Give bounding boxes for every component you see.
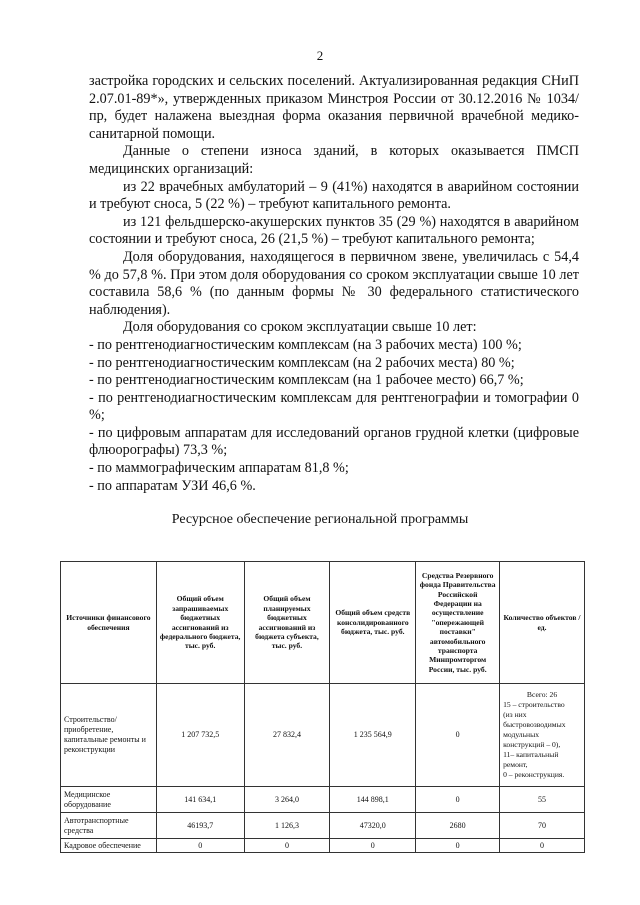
- paragraph: Доля оборудования, находящегося в первичном звене, увеличилась с 54,4 % до 57,8 %. При этом доля оборудования со сроком эксплуатации свыше 10 лет составила 58,6 % (по данным формы № 30 федерального статистического наблюдения).: [89, 248, 579, 318]
- paragraph: из 22 врачебных амбулаторий – 9 (41%) находятся в аварийном состоянии и требуют сноса, 5 (22 %) – требуют капитального ремонта.: [89, 178, 579, 213]
- list-item: - по рентгенодиагностическим комплексам (на 2 рабочих места) 80 %;: [89, 354, 515, 371]
- table-cell: 144 898,1: [330, 787, 416, 813]
- table-cell: 141 634,1: [156, 787, 244, 813]
- count-line: 15 – строительство: [503, 700, 565, 709]
- table-cell: 0: [244, 839, 330, 853]
- document-body: [89, 73, 579, 495]
- count-line: 11– капитальный: [503, 750, 559, 759]
- table-cell: 55: [500, 787, 585, 813]
- count-line: 0 – реконструкция.: [503, 770, 565, 779]
- table-row: [61, 787, 585, 813]
- count-line: Всего: 26: [526, 690, 558, 699]
- table-row: [61, 813, 585, 839]
- table-cell: 1 207 732,5: [156, 684, 244, 787]
- count-line: конструкций – 0),: [503, 740, 561, 749]
- paragraph: из 121 фельдшерско-акушерских пунктов 35 (29 %) находятся в аварийном состоянии и требуют сноса, 26 (21,5 %) – требуют капитального ремонта;: [89, 213, 579, 248]
- table-cell: 0: [500, 839, 585, 853]
- table-title: Ресурсное обеспечение региональной программы: [171, 512, 469, 527]
- count-line: ремонт,: [503, 760, 528, 769]
- count-line: модульных: [503, 730, 540, 739]
- table-cell: 70: [500, 813, 585, 839]
- list-item: - по рентгенодиагностическим комплексам (на 3 рабочих места) 100 %;: [89, 336, 522, 353]
- table-cell: 0: [416, 839, 500, 853]
- table-cell: 2680: [416, 813, 500, 839]
- table-header-row: [61, 562, 585, 684]
- table-cell: 47320,0: [330, 813, 416, 839]
- list-item: - по рентгенодиагностическим комплексам (на 1 рабочее место) 66,7 %;: [89, 372, 524, 389]
- table-cell: [500, 684, 585, 787]
- list-item: - по рентгенодиагностическим комплексам для рентгенографии и томографии 0 %;: [89, 389, 579, 424]
- table-cell: 0: [330, 839, 416, 853]
- list-item: - по маммографическим аппаратам 81,8 %;: [89, 460, 349, 477]
- table-cell: 46193,7: [156, 813, 244, 839]
- table-cell: 1 126,3: [244, 813, 330, 839]
- page-number: 2: [316, 48, 324, 63]
- column-header: Средства Резервного фонда Правительства Российской Федерации на осуществление "опережающей поставки" автомобильного транспорта Минпромторгом России, тыс. руб.: [416, 562, 500, 684]
- table-cell: 3 264,0: [244, 787, 330, 813]
- list-item: - по цифровым аппаратам для исследований органов грудной клетки (цифровые флюорографы) 73,3 %;: [89, 424, 579, 459]
- table-cell: Строительство/приобретение, капитальные ремонты и реконструкции: [61, 684, 157, 787]
- table-cell: 0: [156, 839, 244, 853]
- table-row: [61, 839, 585, 853]
- paragraph: Данные о степени износа зданий, в которых оказывается ПМСП медицинских организаций:: [89, 143, 579, 177]
- table-cell: Медицинское оборудование: [61, 787, 157, 813]
- column-header: Общий объем планируемых бюджетных ассигнований из бюджета субъекта, тыс. руб.: [244, 562, 330, 684]
- table-cell: 1 235 564,9: [330, 684, 416, 787]
- column-header: Количество объектов / ед.: [500, 562, 585, 684]
- table-cell: 0: [416, 684, 500, 787]
- paragraph: застройка городских и сельских поселений. Актуализированная редакция СНиП 2.07.01-89*», утвержденных приказом Минстроя России от 30.12.2016 № 1034/пр, будет налажена выездная форма оказания первичной врачебной медико-санитарной помощи.: [89, 73, 579, 142]
- column-header: Общий объем запрашиваемых бюджетных ассигнований из федерального бюджета, тыс. руб.: [156, 562, 244, 684]
- list-item: - по аппаратам УЗИ 46,6 %.: [89, 477, 256, 494]
- table-cell: 27 832,4: [244, 684, 330, 787]
- column-header: Общий объем средств консолидированного бюджета, тыс. руб.: [330, 562, 416, 684]
- table-row: [61, 684, 585, 787]
- column-header: Источники финансового обеспечения: [61, 562, 157, 684]
- table-cell: Кадровое обеспечение: [61, 839, 157, 853]
- resource-table: [60, 561, 585, 853]
- table-cell: Автотранспортные средства: [61, 813, 157, 839]
- table-cell: 0: [416, 787, 500, 813]
- count-line: (из них: [503, 710, 527, 719]
- paragraph: Доля оборудования со сроком эксплуатации свыше 10 лет:: [123, 319, 477, 336]
- count-line: быстровозводимых: [503, 720, 566, 729]
